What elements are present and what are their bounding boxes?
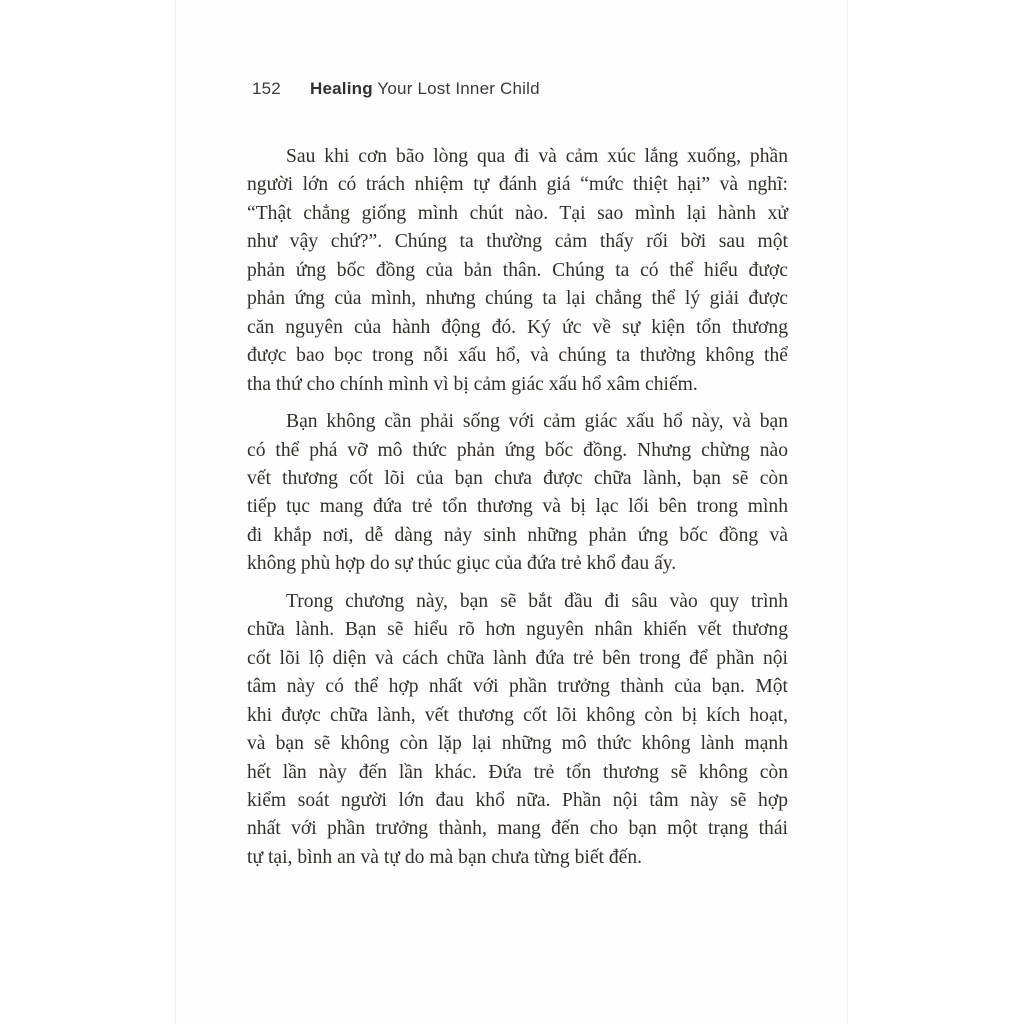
- paragraph: [247, 143, 788, 399]
- text-line: vết thương cốt lõi của bạn chưa được chữa lành, bạn sẽ còn: [247, 467, 788, 489]
- text-line: được bao bọc trong nỗi xấu hổ, và chúng ta thường không thể: [247, 345, 788, 367]
- text-line: đi khắp nơi, dễ dàng nảy sinh những phản ứng bốc đồng và: [247, 524, 788, 546]
- text-line: Sau khi cơn bão lòng qua đi và cảm xúc lắng xuống, phần: [286, 146, 788, 167]
- text-line: kiểm soát người lớn đau khổ nữa. Phần nội tâm này sẽ hợp: [247, 789, 788, 811]
- text-line: không phù hợp do sự thúc giục của đứa trẻ khổ đau ấy.: [247, 553, 677, 575]
- paragraph: [247, 408, 788, 579]
- text-line: tâm này có thể hợp nhất với phần trưởng thành của bạn. Một: [247, 676, 788, 698]
- running-title-bold: Healing: [310, 79, 373, 98]
- text-line: và bạn sẽ không còn lặp lại những mô thức không lành mạnh: [247, 733, 788, 755]
- text-line: người lớn có trách nhiệm tự đánh giá “mức thiệt hại” và nghĩ:: [247, 174, 788, 196]
- text-line: phản ứng bốc đồng của bản thân. Chúng ta có thể hiểu được: [247, 259, 788, 281]
- text-line: nhất với phần trưởng thành, mang đến cho bạn một trạng thái: [247, 818, 788, 840]
- text-line: cốt lõi lộ diện và cách chữa lành đứa trẻ bên trong để phần nội: [247, 647, 788, 669]
- text-line: như vậy chứ?”. Chúng ta thường cảm thấy rối bời sau một: [247, 231, 788, 253]
- body-text-column: [247, 143, 788, 872]
- paragraph: [247, 588, 788, 873]
- text-line: căn nguyên của hành động đó. Ký ức về sự kiện tổn thương: [247, 316, 788, 338]
- text-line: phản ứng của mình, nhưng chúng ta lại chẳng thể lý giải được: [247, 288, 788, 310]
- text-line: tự tại, bình an và tự do mà bạn chưa từng biết đến.: [247, 846, 643, 868]
- book-page: [175, 0, 848, 1024]
- text-line: có thể phá vỡ mô thức phản ứng bốc đồng. Nhưng chừng nào: [247, 439, 788, 461]
- text-line: Bạn không cần phải sống với cảm giác xấu hổ này, và bạn: [286, 411, 788, 433]
- text-line: khi được chữa lành, vết thương cốt lõi không còn bị kích hoạt,: [247, 704, 788, 726]
- page-number: 152: [252, 79, 281, 98]
- running-title-rest: Your Lost Inner Child: [372, 79, 540, 98]
- text-line: chữa lành. Bạn sẽ hiểu rõ hơn nguyên nhân khiến vết thương: [247, 619, 788, 641]
- text-line: tha thứ cho chính mình vì bị cảm giác xấu hổ xâm chiếm.: [247, 373, 698, 395]
- running-title: [310, 79, 540, 98]
- running-header: [252, 79, 540, 99]
- text-line: Trong chương này, bạn sẽ bắt đầu đi sâu vào quy trình: [286, 590, 788, 612]
- text-line: tiếp tục mang đứa trẻ tổn thương và bị lạc lối bên trong mình: [247, 496, 788, 518]
- text-line: hết lần này đến lần khác. Đứa trẻ tổn thương sẽ không còn: [247, 761, 788, 783]
- text-line: “Thật chẳng giống mình chút nào. Tại sao mình lại hành xử: [247, 202, 788, 224]
